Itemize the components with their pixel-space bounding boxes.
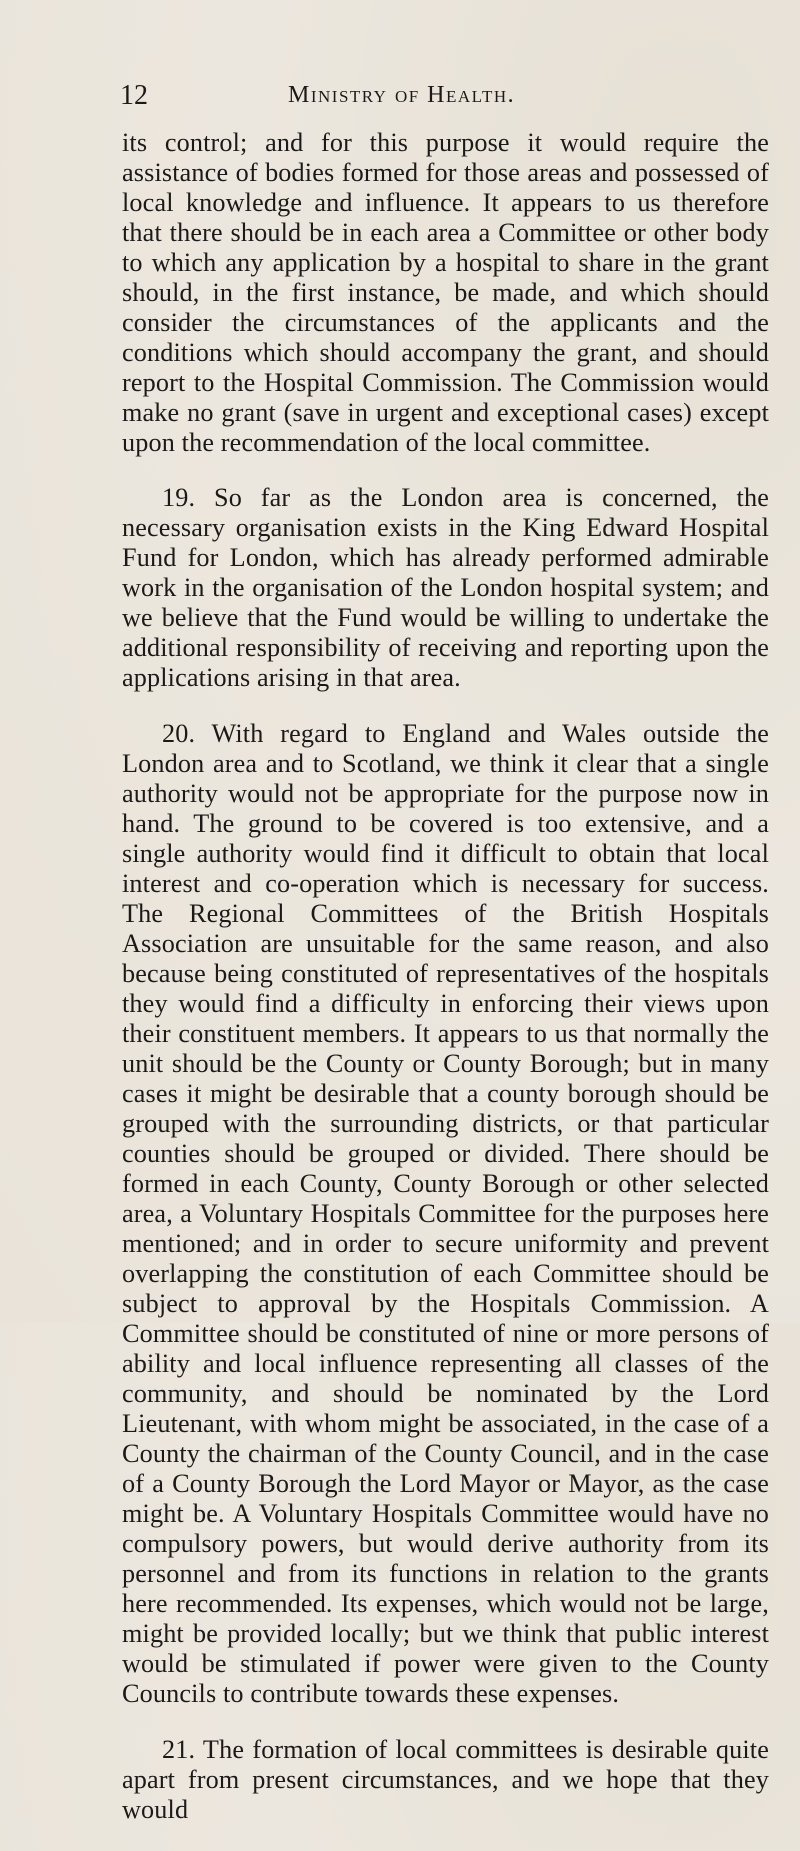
- paragraph-21: 21. The formation of local committees is desirable quite apart from present circumstances, and we hope that they would: [122, 1735, 769, 1824]
- paragraph-19: 19. So far as the London area is concerned, the necessary organisation exists in the King Edward Hospital Fund for London, which has already performed admirable work in the organisation of the London hospital system; and we believe that the Fund would be willing to undertake the additional responsibility of receiving and reporting upon the applications arising in that area.: [122, 483, 769, 692]
- page-number: 12: [120, 80, 148, 111]
- body-text: [122, 128, 769, 1851]
- header-title: Ministry of Health.: [288, 82, 516, 108]
- paragraph-continuation: its control; and for this purpose it would require the assistance of bodies formed for those areas and possessed of local knowledge and influence. It appears to us therefore that there should be in each area a Committee or other body to which any application by a hospital to share in the grant should, in the first instance, be made, and which should consider the circumstances of the applicants and the conditions which should accompany the grant, and should report to the Hospital Commission. The Commission would make no grant (save in urgent and exceptional cases) except upon the recommendation of the local committee.: [122, 128, 769, 457]
- running-head: [120, 80, 760, 120]
- paragraph-20: 20. With regard to England and Wales outside the London area and to Scotland, we think it clear that a single authority would not be appropriate for the purpose now in hand. The ground to be covered is too extensive, and a single authority would find it difficult to obtain that local interest and co-operation which is necessary for success. The Regional Committees of the British Hospitals Association are unsuitable for the same reason, and also because being constituted of representatives of the hospitals they would find a difficulty in enforcing their views upon their constituent members. It appears to us that normally the unit should be the County or County Borough; but in many cases it might be desirable that a county borough should be grouped with the surrounding districts, or that particular counties should be grouped or divided. There should be formed in each County, County Borough or other selected area, a Voluntary Hospitals Committee for the purposes here mentioned; and in order to secure uniformity and prevent overlapping the constitution of each Committee should be subject to approval by the Hospitals Commission. A Committee should be constituted of nine or more persons of ability and local influence representing all classes of the community, and should be nominated by the Lord Lieutenant, with whom might be associated, in the case of a County the chairman of the County Council, and in the case of a County Borough the Lord Mayor or Mayor, as the case might be. A Voluntary Hospitals Committee would have no compulsory powers, but would derive authority from its personnel and from its functions in relation to the grants here recommended. Its expenses, which would not be large, might be provided locally; but we think that public interest would be stimulated if power were given to the County Councils to contribute towards these expenses.: [122, 719, 769, 1708]
